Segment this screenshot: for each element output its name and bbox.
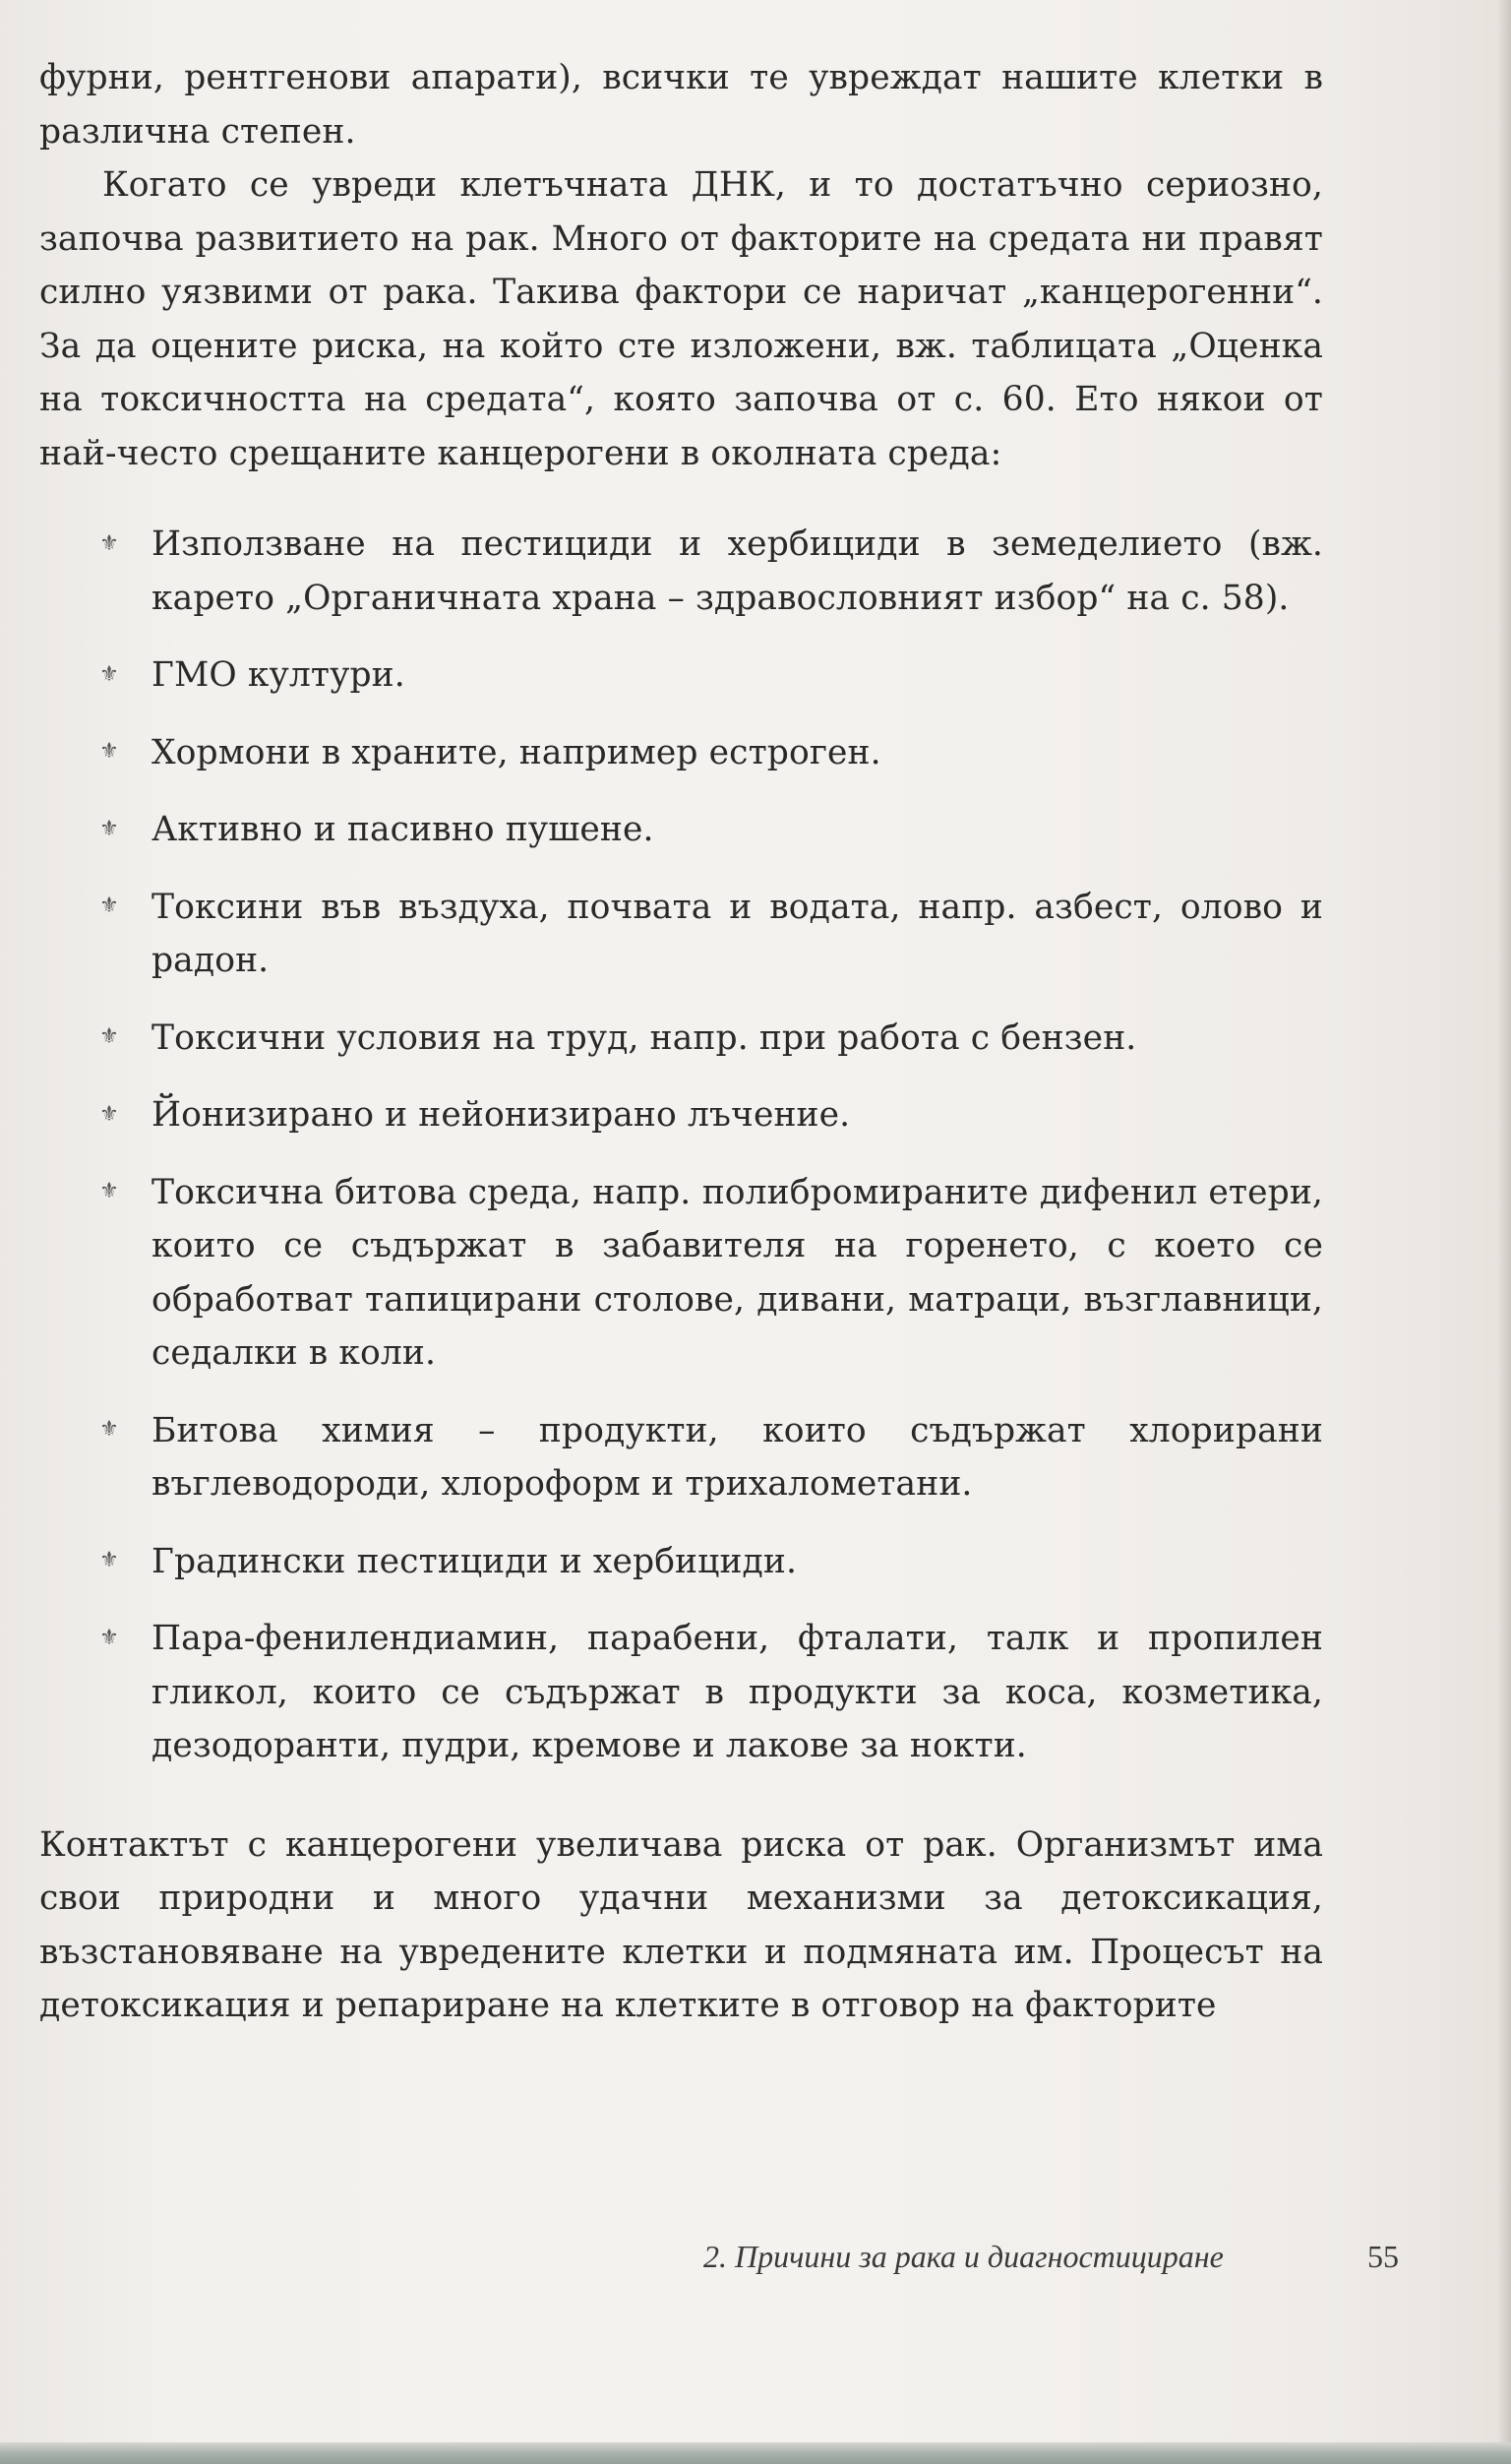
ornament-bullet-icon: ⚜ (99, 893, 119, 919)
paragraph-detox: Контактът с канцерогени увеличава риска от рак. Организмът има свои природни и много удачни механизми за детоксикация, възстановяване на увредените клетки и подмяната им. Процесът на детоксикация и репариране на клетките в отговор на факторите (39, 1824, 1323, 2025)
list-item: ⚜ Токсични условия на труд, напр. при работа с бензен. (39, 1012, 1323, 1066)
ornament-bullet-icon: ⚜ (99, 1417, 119, 1443)
paragraph-continued: фурни, рентгенови апарати), всички те увреждат нашите клетки в различна степен. (39, 58, 1323, 152)
running-footer-title: 2. Причини за рака и диагностициране (703, 2239, 1224, 2274)
body-text (39, 51, 1323, 2033)
list-item: ⚜ Пара-фенилендиамин, парабени, фталати, талк и пропилен гликол, които се съдържат в продукти за коса, козметика, дезодоранти, пудри, кремове и лакове за нокти. (39, 1612, 1323, 1773)
ornament-bullet-icon: ⚜ (99, 816, 119, 841)
ornament-bullet-icon: ⚜ (99, 661, 119, 687)
list-item: ⚜ Битова химия – продукти, които съдържат хлорирани въглеводороди, хлороформ и трихалометани. (39, 1404, 1323, 1511)
ornament-bullet-icon: ⚜ (99, 1548, 119, 1573)
page-number: 55 (1367, 2239, 1399, 2274)
list-item: ⚜ Йонизирано и нейонизирано лъчение. (39, 1088, 1323, 1142)
list-item: ⚜ Токсини във въздуха, почвата и водата, напр. азбест, олово и радон. (39, 881, 1323, 988)
ornament-bullet-icon: ⚜ (99, 1625, 119, 1650)
list-item: ⚜ Използване на пестициди и хербициди в земеделието (вж. карето „Органичната храна – здравословният избор“ на с. 58). (39, 518, 1323, 625)
list-item: ⚜ Токсична битова среда, напр. полибромираните дифенил етери, които се съдържат в забавителя на горенето, с което се обработват тапицирани столове, дивани, матраци, възглавници, седалки в коли. (39, 1166, 1323, 1381)
page-edge-shadow (1497, 0, 1511, 2464)
list-item: ⚜ ГМО култури. (39, 648, 1323, 703)
carcinogens-list (39, 518, 1323, 1773)
ornament-bullet-icon: ⚜ (99, 739, 119, 765)
paragraph-dna-damage: Когато се увреди клетъчната ДНК, и то достатъчно сериозно, започва развитието на рак. Много от факторите на средата ни правят силно уязвими от рака. Такива фактори се наричат „канцерогенни“. За да оцените риска, на който сте изложени, вж. таблицата „Оценка на токсичността на средата“, която започва от с. 60. Ето някои от най-често срещаните канцерогени в околната среда: (39, 165, 1323, 473)
ornament-bullet-icon: ⚜ (99, 1024, 119, 1050)
list-item: ⚜ Градински пестициди и хербициди. (39, 1535, 1323, 1589)
list-item: ⚜ Активно и пасивно пушене. (39, 803, 1323, 857)
ornament-bullet-icon: ⚜ (99, 1179, 119, 1204)
ornament-bullet-icon: ⚜ (99, 1101, 119, 1127)
page-bottom-edge (0, 2442, 1511, 2464)
ornament-bullet-icon: ⚜ (99, 530, 119, 556)
list-item: ⚜ Хормони в храните, например естроген. (39, 726, 1323, 780)
